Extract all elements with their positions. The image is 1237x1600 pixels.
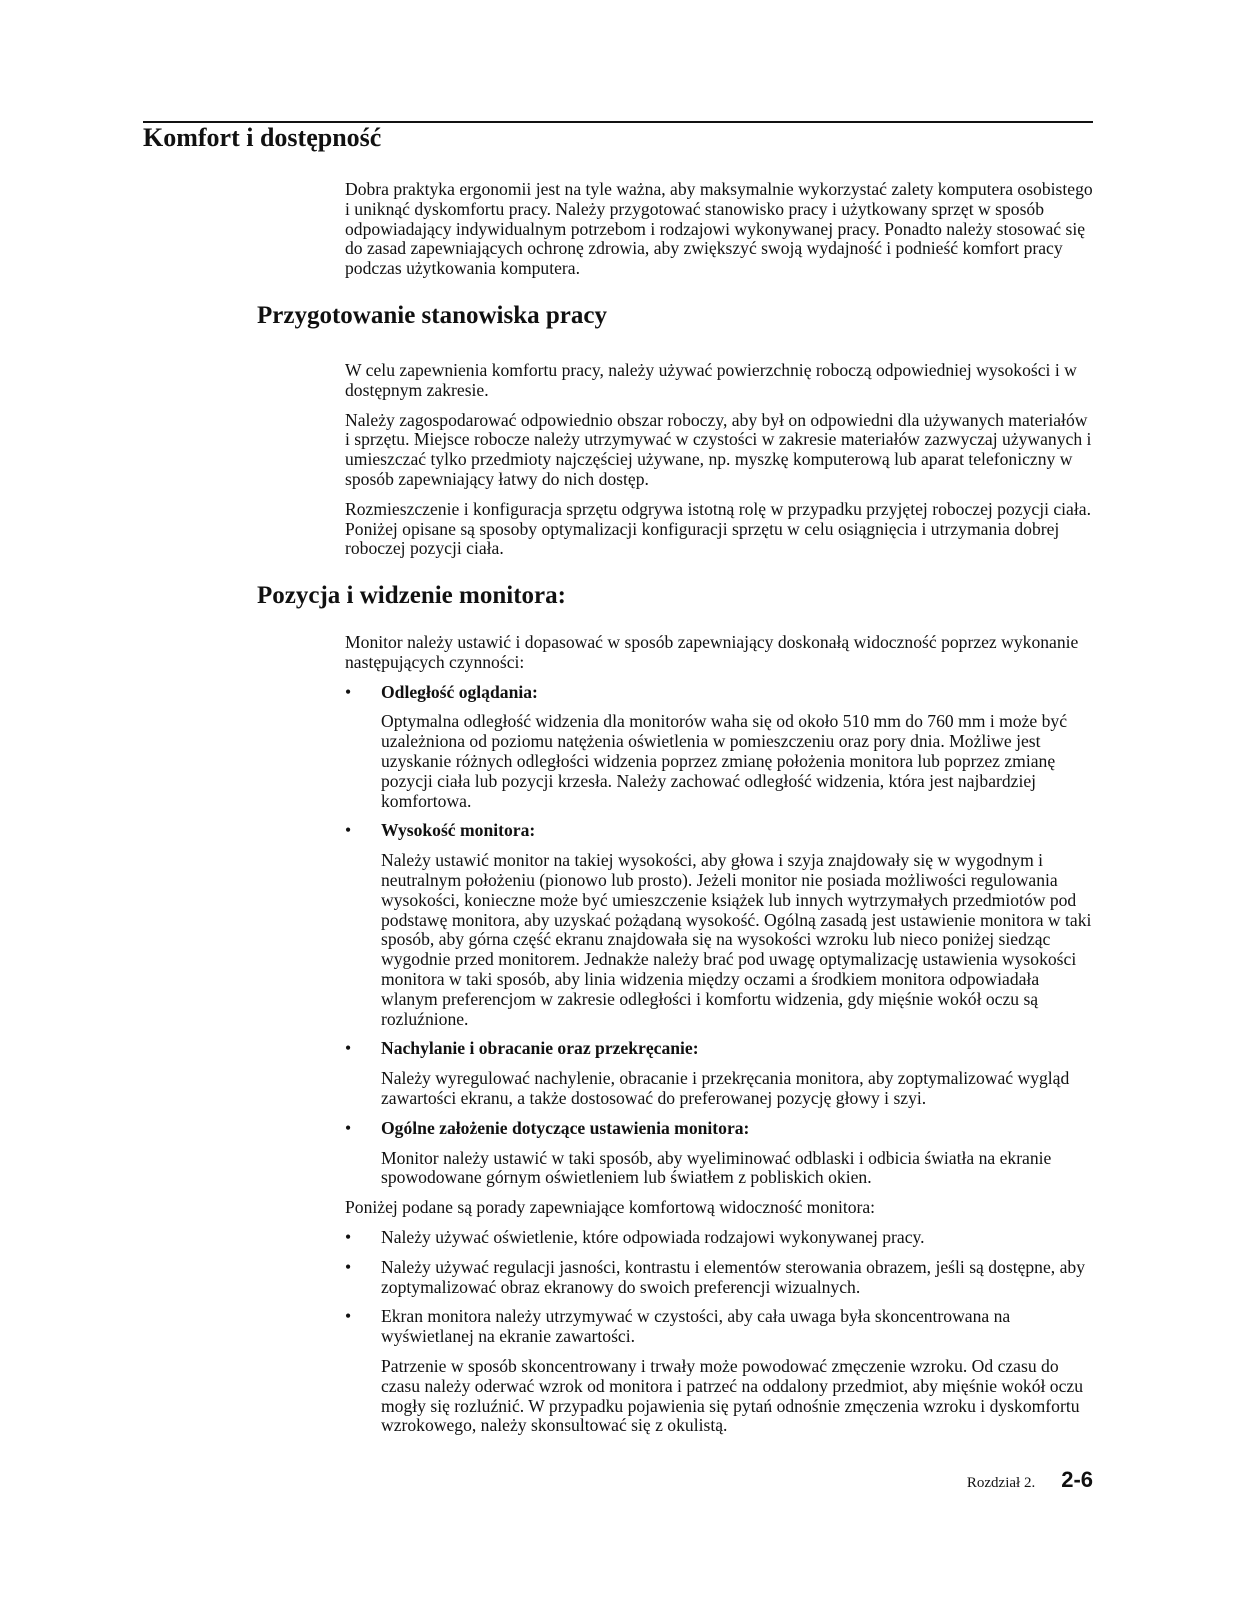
item-text: Należy ustawić monitor na takiej wysokości, aby głowa i szyja znajdowały się w wygodnym i neutralnym położeniu (pionowo lub prosto). Jeżeli monitor nie posiada możliwości regulowania wysokości, konieczne może być umieszczenie książek lub innych wytrzymałych przedmiotów pod podstawę monitora, aby uzyskać pożądaną wysokość. Ogólną zasadą jest ustawienie monitora w taki sposób, aby górna część ekranu znajdowała się na wysokości wzroku lub nieco poniżej siedząc wygodnie przed monitorem. Jednakże należy brać pod uwagę optymalizację ustawienia wysokości monitora w taki sposób, aby linia widzenia między oczami a środkiem monitora odpowiadała wlanym preferencjom w zakresie odległości i komfortu widzenia, gdy mięśnie wokół oczu są rozluźnione. — [381, 850, 1092, 1029]
section-title: Komfort i dostępność — [143, 123, 382, 152]
intro-block — [345, 180, 1095, 289]
monitor-intro: Monitor należy ustawić i dopasować w sposób zapewniający doskonałą widoczność poprzez wykonanie następujących czynności: — [345, 632, 1079, 672]
list-item — [345, 1119, 1095, 1188]
bullet-icon: • — [345, 1256, 352, 1277]
page-number: 2-6 — [1061, 1467, 1093, 1492]
tips-intro: Poniżej podane są porady zapewniające komfortową widoczność monitora: — [345, 1197, 876, 1218]
item-term: Ogólne założenie dotyczące ustawienia monitora: — [381, 1117, 750, 1138]
monitor-heading: Pozycja i widzenie monitora: — [257, 582, 566, 609]
list-item — [345, 683, 1095, 812]
item-text: Optymalna odległość widzenia dla monitorów waha się od około 510 mm do 760 mm i może być uzależniona od poziomu natężenia oświetlenia w pomieszczeniu oraz pory dnia. Możliwe jest uzyskanie różnych odległości widzenia poprzez zmianę położenia monitora lub poprzez zmianę pozycji ciała lub pozycji krzesła. Należy zachować odległość widzenia, która jest najbardziej komfortowa. — [381, 711, 1068, 811]
list-item — [345, 1307, 1095, 1436]
page-footer — [967, 1467, 1093, 1493]
list-item — [345, 821, 1095, 1029]
workstation-paragraph: W celu zapewnienia komfortu pracy, należy używać powierzchnię roboczą odpowiedniej wysokości i w dostępnym zakresie. — [345, 360, 1077, 400]
item-term: Nachylanie i obracanie oraz przekręcanie: — [381, 1038, 699, 1059]
workstation-paragraph: Należy zagospodarować odpowiednio obszar roboczy, aby był on odpowiedni dla używanych materiałów i sprzętu. Miejsce robocze należy utrzymywać w czystości w zakresie materiałów zazwyczaj używanych i umieszczać tylko przedmioty najczęściej używane, np. myszkę komputerową lub aparat telefoniczny w sposób zapewniający łatwy do nich dostęp. — [345, 409, 1092, 489]
tips-list — [345, 1228, 1095, 1436]
workstation-block — [345, 361, 1095, 569]
monitor-settings-list — [345, 683, 1095, 1189]
bullet-icon: • — [345, 1306, 352, 1327]
list-item — [345, 1258, 1095, 1298]
intro-paragraph: Dobra praktyka ergonomii jest na tyle ważna, aby maksymalnie wykorzystać zalety komputera osobistego i uniknąć dyskomfortu pracy. Należy przygotować stanowisko pracy i użytkowany sprzęt w sposób odpowiadający indywidualnym potrzebom i rodzajowi wykonywanej pracy. Ponadto należy stosować się do zasad zapewniających ochronę zdrowia, aby zwiększyć swoją wydajność i podnieść komfort pracy podczas użytkowania komputera. — [345, 179, 1093, 279]
item-term: Wysokość monitora: — [381, 820, 536, 841]
bullet-icon: • — [345, 820, 352, 841]
chapter-label: Rozdział 2. — [966, 1475, 1036, 1491]
bullet-icon: • — [345, 1117, 352, 1138]
tip-text: Należy używać regulacji jasności, kontrastu i elementów sterowania obrazem, jeśli są dostępne, aby zoptymalizować obraz ekranowy do swoich preferencji wizualnych. — [381, 1256, 1085, 1297]
bullet-icon: • — [345, 1226, 352, 1247]
list-item — [345, 1039, 1095, 1108]
list-item — [345, 1228, 1095, 1248]
workstation-paragraph: Rozmieszczenie i konfiguracja sprzętu odgrywa istotną rolę w przypadku przyjętej roboczej pozycji ciała. Poniżej opisane są sposoby optymalizacji konfiguracji sprzętu w celu osiągnięcia i utrzymania dobrej roboczej pozycji ciała. — [345, 498, 1091, 559]
monitor-block — [345, 633, 1095, 1446]
item-text: Należy wyregulować nachylenie, obracanie i przekręcania monitora, aby zoptymalizować wygląd zawartości ekranu, a także dostosować do preferowanej pozycję głowy i szyi. — [381, 1068, 1070, 1108]
tip-text: Należy używać oświetlenie, które odpowiada rodzajowi wykonywanej pracy. — [381, 1226, 925, 1247]
tip-text: Ekran monitora należy utrzymywać w czystości, aby cała uwaga była skoncentrowana na wyświetlanej na ekranie zawartości. — [381, 1306, 1011, 1347]
bullet-icon: • — [345, 681, 352, 702]
item-term: Odległość oglądania: — [381, 681, 538, 702]
workstation-heading: Przygotowanie stanowiska pracy — [257, 302, 607, 329]
closing-paragraph: Patrzenie w sposób skoncentrowany i trwały może powodować zmęczenie wzroku. Od czasu do czasu należy oderwać wzrok od monitora i patrzeć na oddalony przedmiot, aby mięśnie wokół oczu mogły się rozluźnić. W przypadku pojawienia się pytań odnośnie zmęczenia wzroku i dyskomfortu wzrokowego, należy skonsultować się z okulistą. — [381, 1355, 1084, 1436]
bullet-icon: • — [345, 1038, 352, 1059]
item-text: Monitor należy ustawić w taki sposób, aby wyeliminować odblaski i odbicia światła na ekranie spowodowane górnym oświetleniem lub światłem z pobliskich okien. — [381, 1147, 1052, 1188]
